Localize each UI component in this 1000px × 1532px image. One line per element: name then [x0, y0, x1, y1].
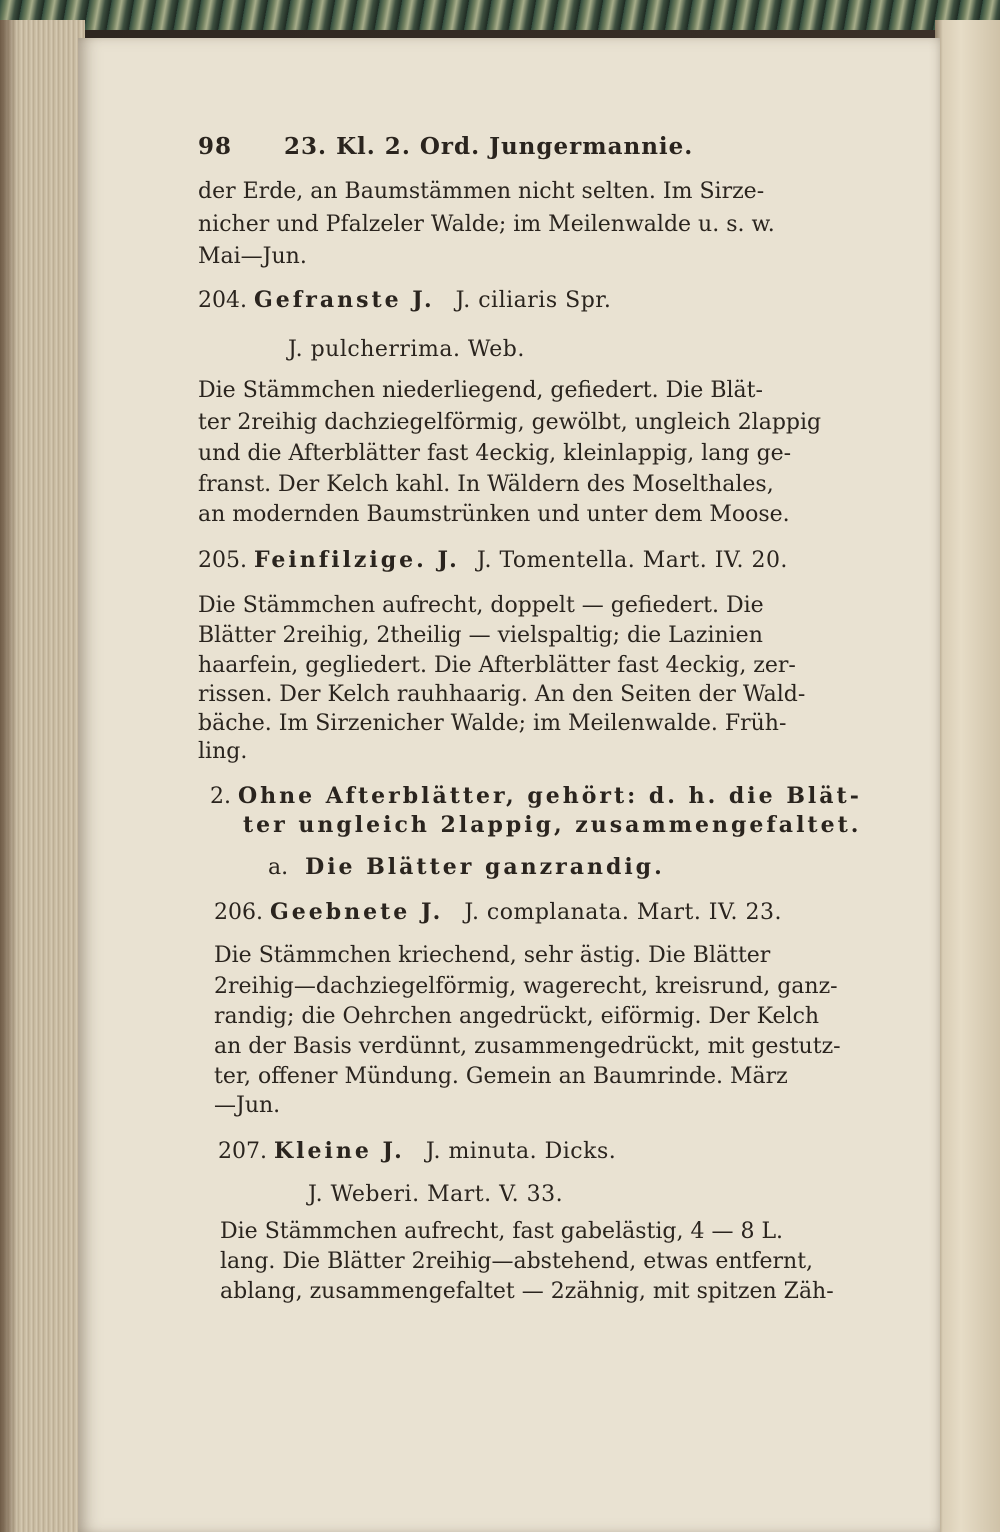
text-line: —Jun.: [214, 1093, 281, 1118]
section-line: Ohne Afterblätter, gehört: d. h. die Blät-: [238, 783, 862, 809]
subsection-text: Die Blätter ganzrandig.: [305, 854, 665, 880]
subsection-letter: a.: [268, 855, 289, 880]
text-line: ter, offener Mündung. Gemein an Baumrinde. März: [214, 1064, 788, 1089]
entry-number: 207.: [218, 1139, 267, 1164]
running-title: 23. Kl. 2. Ord. Jungermannie.: [284, 133, 694, 160]
entry-number: 204.: [198, 288, 247, 313]
entry-number: 206.: [214, 900, 263, 925]
text-line: Blätter 2reihig, 2theilig — vielspaltig; die Lazinien: [198, 623, 763, 648]
text-line: nicher und Pfalzeler Walde; im Meilenwalde u. s. w.: [198, 212, 775, 237]
text-line: randig; die Oehrchen angedrückt, eiförmig. Der Kelch: [214, 1004, 820, 1029]
text-line: der Erde, an Baumstämmen nicht selten. Im Sirze-: [198, 179, 765, 204]
entry-latin: J. complanata. Mart. IV. 23.: [464, 900, 783, 925]
page-number: 98: [198, 133, 233, 160]
text-line: Die Stämmchen aufrecht, fast gabelästig, 4 — 8 L.: [220, 1219, 784, 1244]
subsection-a-heading: [268, 853, 968, 882]
text-line: haarfein, gegliedert. Die Afterblätter fast 4eckig, zer-: [198, 653, 796, 678]
page-header: [198, 133, 898, 161]
entry-latin: J. ciliaris Spr.: [455, 288, 612, 313]
text-line: Die Stämmchen aufrecht, doppelt — gefiedert. Die: [198, 593, 764, 618]
entry-name: Feinfilzige. J.: [253, 547, 460, 573]
text-line: rissen. Der Kelch rauhhaarig. An den Seiten der Wald-: [198, 682, 806, 707]
entry-205-heading: [198, 546, 898, 575]
entry-synonym: J. Weberi. Mart. V. 33.: [308, 1182, 564, 1207]
entry-latin: J. minuta. Dicks.: [425, 1139, 617, 1164]
right-page-edge: [935, 20, 1000, 1532]
section-2-heading: [210, 782, 910, 811]
entry-number: 205.: [198, 548, 247, 573]
text-line: franst. Der Kelch kahl. In Wäldern des Moselthales,: [198, 472, 774, 497]
text-line: ablang, zusammengefaltet — 2zähnig, mit spitzen Zäh-: [220, 1279, 834, 1304]
entry-name: Geebnete J.: [269, 899, 444, 925]
entry-name: Kleine J.: [273, 1138, 405, 1164]
text-line: ling.: [198, 739, 248, 764]
text-line: bäche. Im Sirzenicher Walde; im Meilenwalde. Früh-: [198, 711, 787, 736]
entry-name: Gefranste J.: [253, 287, 435, 313]
section-line: ter ungleich 2lappig, zusammengefaltet.: [243, 812, 862, 838]
text-line: Die Stämmchen kriechend, sehr ästig. Die Blätter: [214, 943, 771, 968]
entry-synonym: J. pulcherrima. Web.: [288, 337, 525, 362]
text-line: an modernden Baumstrünken und unter dem Moose.: [198, 502, 790, 527]
entry-207-heading: [218, 1137, 918, 1166]
text-line: ter 2reihig dachziegelförmig, gewölbt, ungleich 2lappig: [198, 410, 822, 435]
entry-latin: J. Tomentella. Mart. IV. 20.: [476, 548, 788, 573]
entry-206-heading: [214, 898, 914, 927]
text-line: lang. Die Blätter 2reihig—abstehend, etwas entfernt,: [220, 1249, 814, 1274]
page-stack-shadow: [0, 20, 18, 1532]
section-number: 2.: [210, 784, 231, 809]
entry-204-heading: [198, 286, 898, 315]
text-line: und die Afterblätter fast 4eckig, kleinlappig, lang ge-: [198, 441, 792, 466]
text-line: 2reihig—dachziegelförmig, wagerecht, kreisrund, ganz-: [214, 974, 838, 999]
text-line: Die Stämmchen niederliegend, gefiedert. Die Blät-: [198, 378, 763, 403]
marbled-cover-edge: [0, 0, 1000, 30]
text-line: an der Basis verdünnt, zusammengedrückt, mit gestutz-: [214, 1034, 841, 1059]
text-line: Mai—Jun.: [198, 244, 307, 269]
